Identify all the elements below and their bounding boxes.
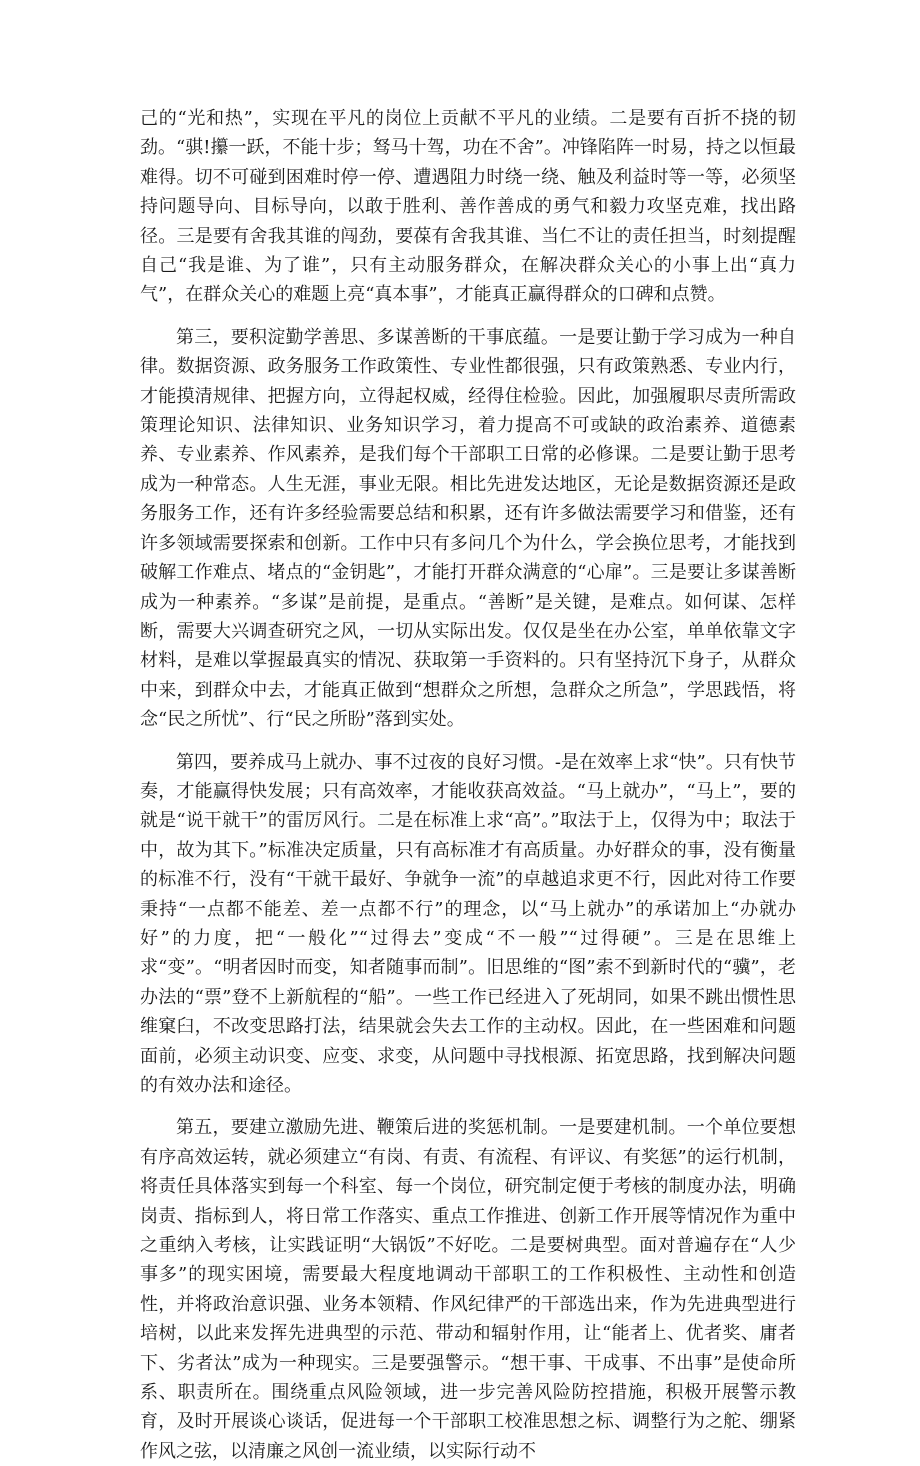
- document-page: [140, 104, 796, 1466]
- paragraph-continuation: 己的“光和热”，实现在平凡的岗位上贡献不平凡的业绩。二是要有百折不挠的韧劲。“骐!攥一跃，不能十步；驽马十驾，功在不舍”。冲锋陷阵一时易，持之以恒最难得。切不可碰到困难时停一停、遭遇阻力时绕一绕、触及利益时等一等，必须坚持问题导向、目标导向，以敢于胜利、善作善成的勇气和毅力攻坚克难，找出路径。三是要有舍我其谁的闯劲，要葆有舍我其谁、当仁不让的责任担当，时刻提醒自己“我是谁、为了谁”，只有主动服务群众，在解决群众关心的小事上出“真力气”，在群众关心的难题上亮“真本事”，才能真正赢得群众的口碑和点赞。: [140, 108, 796, 306]
- paragraph-third-point: 第三，要积淀勤学善思、多谋善断的干事底蕴。一是要让勤于学习成为一种自律。数据资源、政务服务工作政策性、专业性都很强，只有政策熟悉、专业内行，才能摸清规律、把握方向，立得起权威，经得住检验。因此，加强履职尽责所需政策理论知识、法律知识、业务知识学习，着力提高不可或缺的政治素养、道德素养、专业素养、作风素养，是我们每个干部职工日常的必修课。二是要让勤于思考成为一种常态。人生无涯，事业无限。相比先进发达地区，无论是数据资源还是政务服务工作，还有许多经验需要总结和积累，还有许多做法需要学习和借鉴，还有许多领域需要探索和创新。工作中只有多问几个为什么，学会换位思考，才能找到破解工作难点、堵点的“金钥匙”，才能打开群众满意的“心扉”。三是要让多谋善断成为一种素养。“多谋”是前提，是重点。“善断”是关键，是难点。如何谋、怎样断，需要大兴调查研究之风，一切从实际出发。仅仅是坐在办公室，单单依靠文字材料，是难以掌握最真实的情况、获取第一手资料的。只有坚持沉下身子，从群众中来，到群众中去，才能真正做到“想群众之所想，急群众之所急”，学思践悟，将念“民之所忧”、行“民之所盼”落到实处。: [140, 326, 796, 731]
- paragraph-fifth-point: 第五，要建立激励先进、鞭策后进的奖惩机制。一是要建机制。一个单位要想有序高效运转，就必须建立“有岗、有责、有流程、有评议、有奖惩”的运行机制，将责任具体落实到每一个科室、每一个岗位，研究制定便于考核的制度办法，明确岗责、指标到人，将日常工作落实、重点工作推进、创新工作开展等情况作为重中之重纳入考核，让实践证明“大锅饭”不好吃。二是要树典型。面对普遍存在“人少事多”的现实困境，需要最大程度地调动干部职工的工作积极性、主动性和创造性，并将政治意识强、业务本领精、作风纪律严的干部选出来，作为先进典型进行培树，以此来发挥先进典型的示范、带动和辐射作用，让“能者上、优者奖、庸者下、劣者汰”成为一种现实。三是要强警示。“想干事、干成事、不出事”是使命所系、职责所在。围绕重点风险领域，进一步完善风险防控措施，积极开展警示教育，及时开展谈心谈话，促进每一个干部职工校准思想之标、调整行为之舵、绷紧作风之弦，以清廉之风创一流业绩，以实际行动不: [140, 1117, 796, 1462]
- paragraph-fourth-point: 第四，要养成马上就办、事不过夜的良好习惯。-是在效率上求“快”。只有快节奏，才能赢得快发展；只有高效率，才能收获高效益。“马上就办”，“马上”，要的就是“说干就干”的雷厉风行。二是在标准上求“高”。”取法于上，仅得为中；取法于中，故为其下。”标准决定质量，只有高标准才有高质量。办好群众的事，没有衡量的标准不行，没有“干就干最好、争就争一流”的卓越追求更不行，因此对待工作要秉持“一点都不能差、差一点都不行”的理念，以“马上就办”的承诺加上“办就办好”的力度，把“一般化”“过得去”变成“不一般”“过得硬”。三是在思维上求“变”。“明者因时而变，知者随事而制”。旧思维的“图”索不到新时代的“骥”，老办法的“票”登不上新航程的“船”。一些工作已经进入了死胡同，如果不跳出惯性思维窠臼，不改变思路打法，结果就会失去工作的主动权。因此，在一些困难和问题面前，必须主动识变、应变、求变，从问题中寻找根源、拓宽思路，找到解决问题的有效办法和途径。: [140, 751, 796, 1096]
